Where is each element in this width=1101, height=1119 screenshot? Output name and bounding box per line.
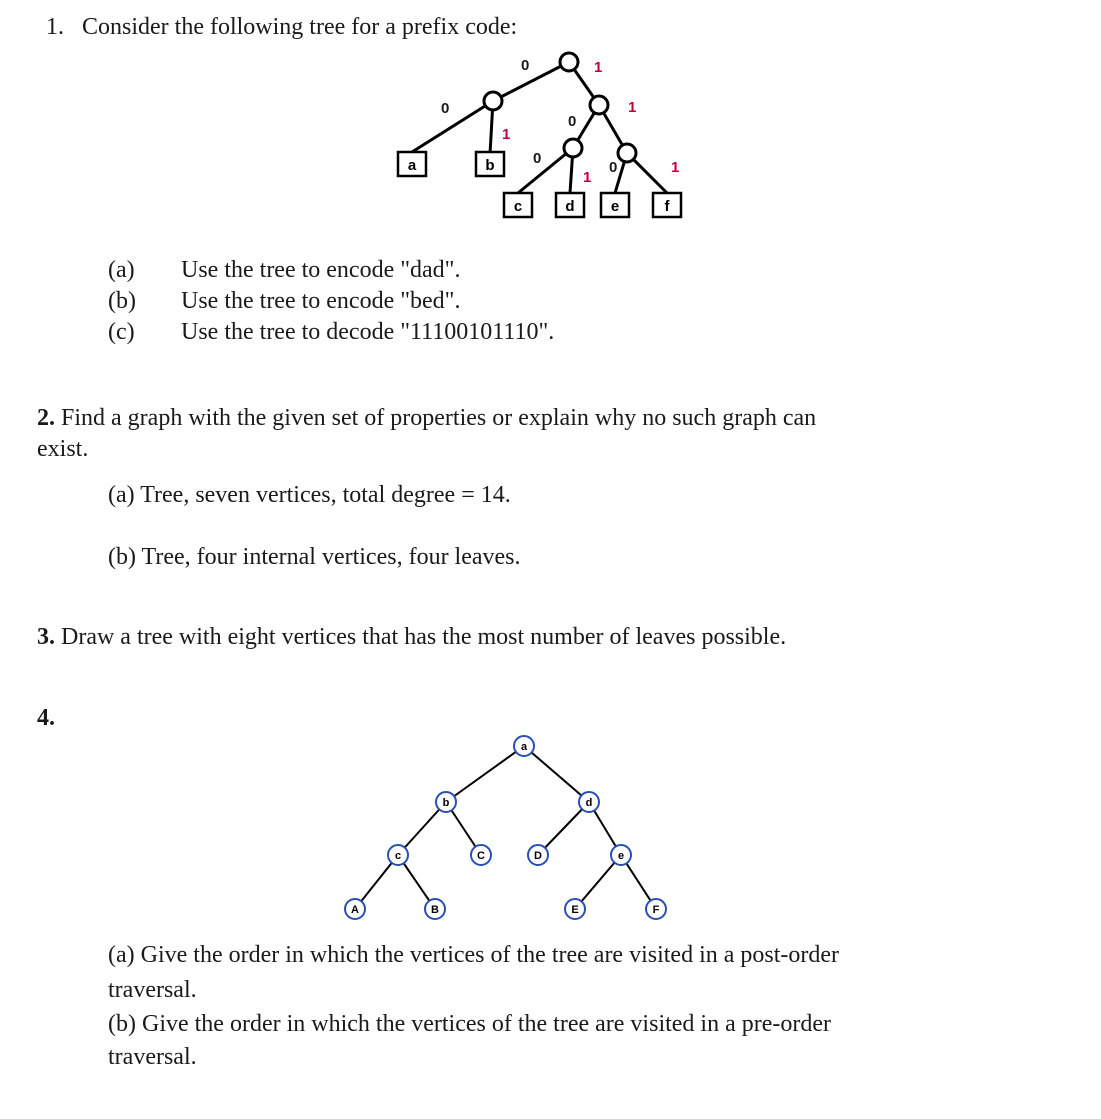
vertex-a-label: a (520, 741, 528, 753)
leaf-d-label: d (565, 198, 575, 215)
leaf-e-label: e (610, 198, 620, 215)
edge-bit-label: 0 (568, 113, 577, 130)
leaf-a-label: a (407, 157, 417, 174)
q1-text: Consider the following tree for a prefix code: (82, 14, 518, 40)
q1-part-b-text: Use the tree to encode "bed". (181, 288, 461, 314)
leaf-c-label: c (513, 198, 523, 215)
edge-bit-label: 1 (671, 159, 680, 176)
q1-part-b-label: (b) (108, 288, 136, 314)
leaf-b-label: b (485, 157, 495, 174)
q4-number: 4. (37, 705, 55, 731)
traversal-tree (0, 725, 1101, 925)
tree-edge (412, 101, 493, 152)
internal-node (564, 139, 582, 157)
tree-edge (538, 802, 589, 855)
edge-bit-label: 0 (521, 57, 530, 74)
tree-edge (518, 148, 573, 193)
internal-node (484, 92, 502, 110)
edge-bit-label: 1 (583, 169, 592, 186)
vertex-c-label: c (394, 850, 402, 862)
vertex-D-label: D (534, 850, 542, 862)
edge-bit-label: 1 (594, 59, 603, 76)
vertex-d-label: d (585, 797, 593, 809)
internal-node (590, 96, 608, 114)
q2-text: Find a graph with the given set of properties or explain why no such graph can (61, 405, 817, 431)
prefix-code-tree (0, 0, 1101, 230)
q3-number: 3. (37, 624, 55, 650)
q1-number: 1. (46, 14, 64, 40)
q4-part-a-line1: (a) Give the order in which the vertices of the tree are visited in a post-order (108, 942, 840, 968)
q2-line2: exist. (37, 436, 89, 462)
tree-edge (524, 746, 589, 802)
edge-bit-label: 0 (533, 150, 542, 167)
vertex-e-label: e (617, 850, 625, 862)
vertex-F-label: F (652, 904, 660, 916)
q3-line (37, 622, 786, 652)
vertex-B-label: B (431, 904, 439, 916)
tree-edge (446, 746, 524, 802)
leaf-f-label: f (664, 198, 670, 215)
tree-edge (493, 62, 569, 101)
vertex-E-label: E (571, 904, 579, 916)
q4-part-b-line2: traversal. (108, 1044, 197, 1070)
edge-bit-label: 0 (441, 100, 450, 117)
q1-part-c-label: (c) (108, 319, 135, 345)
q4-part-a-line2: traversal. (108, 977, 197, 1003)
q2-line1 (37, 403, 816, 433)
edge-bit-label: 0 (609, 159, 618, 176)
q4-part-b-line1: (b) Give the order in which the vertices of the tree are visited in a pre-order (108, 1011, 832, 1037)
q2-number: 2. (37, 405, 55, 431)
edge-bit-label: 1 (502, 126, 511, 143)
q2-part-b: (b) Tree, four internal vertices, four leaves. (108, 544, 521, 570)
vertex-b-label: b (442, 797, 450, 809)
root-node (560, 53, 578, 71)
q1-part-a-text: Use the tree to encode "dad". (181, 257, 461, 283)
internal-node (618, 144, 636, 162)
q1-part-c-text: Use the tree to decode "11100101110". (181, 319, 555, 345)
q3-text: Draw a tree with eight vertices that has the most number of leaves possible. (61, 624, 787, 650)
vertex-A-label: A (351, 904, 359, 916)
q1-part-a-label: (a) (108, 257, 135, 283)
edge-bit-label: 1 (628, 99, 637, 116)
vertex-C-label: C (477, 850, 485, 862)
q2-part-a: (a) Tree, seven vertices, total degree = 14. (108, 482, 511, 508)
